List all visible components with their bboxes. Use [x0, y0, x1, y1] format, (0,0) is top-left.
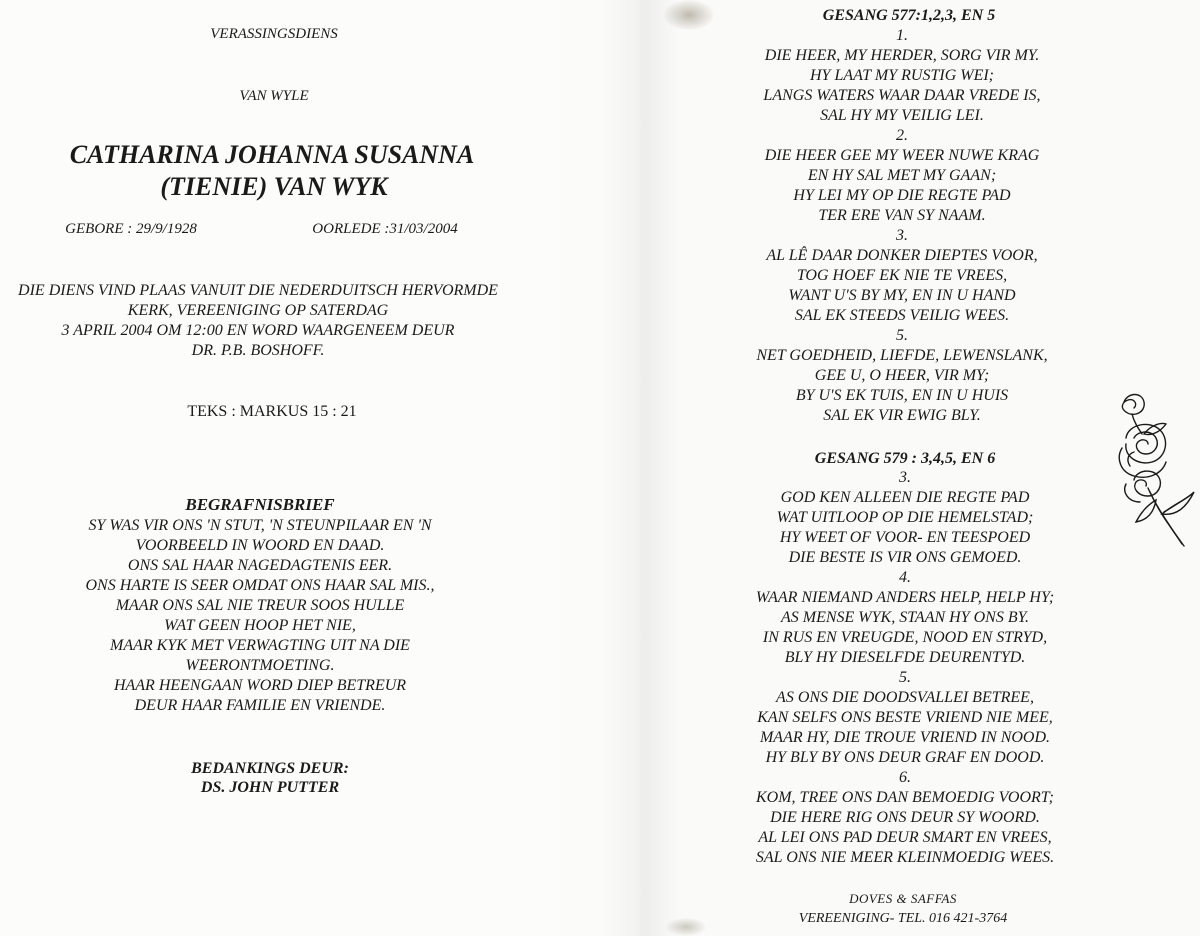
letter-line: ONS SAL HAAR NAGEDAGTENIS EER. [127, 557, 393, 574]
hymn-line: IN RUS EN VREUGDE, NOOD EN STRYD, [762, 629, 1048, 646]
hymn-line: DIE HEER GEE MY WEER NUWE KRAG [764, 147, 1040, 164]
letter-line: MAAR KYK MET VERWAGTING UIT NA DIE [110, 637, 410, 654]
hymn-line: DIE HERE RIG ONS DEUR SY WOORD. [770, 809, 1040, 826]
service-info-line: KERK, VEREENIGING OP SATERDAG [127, 302, 389, 319]
page-fold [600, 0, 680, 936]
thanks-title: BEDANKINGS DEUR: [191, 760, 349, 777]
birth-date: GEBORE : 29/9/1928 [65, 221, 197, 237]
footer-undertaker: DOVES & SAFFAS [849, 891, 957, 906]
hymn-line: 5. [895, 327, 908, 344]
letter-line: SY WAS VIR ONS 'N STUT, 'N STEUNPILAAR EN 'N [88, 517, 432, 534]
hymn-line: 3. [895, 227, 908, 244]
deceased-name-line1: CATHARINA JOHANNA SUSANNA [69, 140, 475, 169]
thanks-name: DS. JOHN PUTTER [200, 779, 340, 796]
letter-line: WAT GEEN HOOP HET NIE, [164, 617, 356, 634]
death-date: OORLEDE :31/03/2004 [312, 221, 458, 237]
hymn-line: MAAR HY, DIE TROUE VRIEND IN NOOD. [759, 729, 1051, 746]
service-info-line: DIE DIENS VIND PLAAS VANUIT DIE NEDERDUITSCH HERVORMDE [18, 282, 498, 299]
hymn-line: SAL ONS NIE MEER KLEINMOEDIG WEES. [755, 849, 1055, 866]
hymn-line: GEE U, O HEER, VIR MY; [814, 367, 990, 384]
hymn-line: 5. [899, 669, 911, 686]
footer-contact: VEREENIGING- TEL. 016 421-3764 [798, 911, 1008, 926]
hymn-line: 6. [899, 769, 911, 786]
letter-line: ONS HARTE IS SEER OMDAT ONS HAAR SAL MIS., [85, 577, 435, 594]
scripture-reference: TEKS : MARKUS 15 : 21 [187, 403, 357, 420]
hymn1-verses [756, 26, 1047, 426]
hymn-line: HY LEI MY OP DIE REGTE PAD [793, 187, 1011, 204]
hymn-line: BY U'S EK TUIS, EN IN U HUIS [795, 387, 1009, 404]
paper-stain [666, 918, 706, 936]
hymn-line: AS MENSE WYK, STAAN HY ONS BY. [780, 609, 1030, 626]
hymn2-title: GESANG 579 : 3,4,5, EN 6 [814, 450, 996, 467]
hymn-line: TER ERE VAN SY NAAM. [818, 207, 986, 224]
service-info [18, 281, 498, 361]
hymn-line: AS ONS DIE DOODSVALLEI BETREE, [776, 689, 1034, 706]
hymn-line: SAL EK STEEDS VEILIG WEES. [794, 307, 1010, 324]
hymn-line: BLY HY DIESELFDE DEURENTYD. [784, 649, 1026, 666]
letter-line: MAAR ONS SAL NIE TREUR SOOS HULLE [115, 597, 405, 614]
hymn-line: 3. [899, 469, 911, 486]
service-title: VERASSINGSDIENS [210, 26, 338, 42]
letter-line: DEUR HAAR FAMILIE EN VRIENDE. [134, 697, 386, 714]
hymn-line: SAL EK VIR EWIG BLY. [823, 407, 981, 424]
hymn1-title: GESANG 577:1,2,3, EN 5 [822, 7, 996, 24]
hymn-line: KAN SELFS ONS BESTE VRIEND NIE MEE, [757, 709, 1053, 726]
hymn-line: NET GOEDHEID, LIEFDE, LEWENSLANK, [756, 347, 1048, 364]
hymn-line: EN HY SAL MET MY GAAN; [807, 167, 997, 184]
funeral-letter [85, 516, 434, 716]
deceased-name-line2: (TIENIE) VAN WYK [160, 172, 388, 201]
letter-line: HAAR HEENGAAN WORD DIEP BETREUR [113, 677, 407, 694]
hymn-line: WAAR NIEMAND ANDERS HELP, HELP HY; [755, 589, 1055, 606]
rose-icon [1104, 388, 1196, 548]
hymn-line: TOG HOEF EK NIE TE VREES, [796, 267, 1008, 284]
hymn-line: 2. [895, 127, 908, 144]
letter-line: VOORBEELD IN WOORD EN DAAD. [135, 537, 385, 554]
van-wyle-label: VAN WYLE [239, 88, 309, 104]
hymn-line: DIE HEER, MY HERDER, SORG VIR MY. [764, 47, 1040, 64]
hymn-line: LANGS WATERS WAAR DAAR VREDE IS, [763, 87, 1041, 104]
hymn-line: DIE BESTE IS VIR ONS GEMOED. [788, 549, 1022, 566]
service-info-line: DR. P.B. BOSHOFF. [191, 342, 325, 359]
hymn-line: HY BLY BY ONS DEUR GRAF EN DOOD. [765, 749, 1045, 766]
letter-title: BEGRAFNISBRIEF [185, 495, 335, 514]
hymn-line: AL LÊ DAAR DONKER DIEPTES VOOR, [766, 247, 1038, 264]
letter-line: WEERONTMOETING. [185, 657, 335, 674]
hymn-line: KOM, TREE ONS DAN BEMOEDIG VOORT; [755, 789, 1054, 806]
hymn-line: WANT U'S BY MY, EN IN U HAND [788, 287, 1016, 304]
hymn-line: WAT UITLOOP OP DIE HEMELSTAD; [776, 509, 1034, 526]
paper-stain [664, 0, 714, 30]
hymn2-verses [756, 468, 1054, 868]
hymn-line: 4. [899, 569, 911, 586]
hymn-line: HY WEET OF VOOR- EN TEESPOED [779, 529, 1031, 546]
hymn-line: GOD KEN ALLEEN DIE REGTE PAD [780, 489, 1030, 506]
hymn-line: SAL HY MY VEILIG LEI. [820, 107, 984, 124]
hymn-line: AL LEI ONS PAD DEUR SMART EN VREES, [758, 829, 1052, 846]
hymn-line: 1. [895, 27, 908, 44]
service-info-line: 3 APRIL 2004 OM 12:00 EN WORD WAARGENEEM DEUR [61, 322, 455, 339]
hymn-line: HY LAAT MY RUSTIG WEI; [809, 67, 995, 84]
